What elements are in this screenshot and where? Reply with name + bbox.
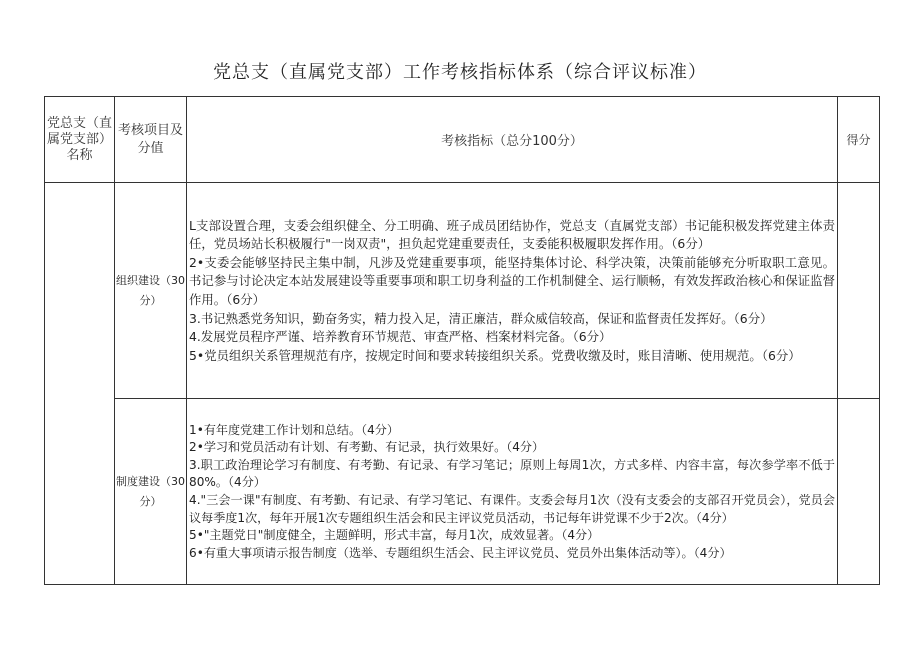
criterion-item: 4.发展党员程序严谨、培养教育环节规范、审查严格、档案材料完备。（6分） [189, 329, 612, 345]
table-row-system [45, 399, 880, 585]
header-score: 得分 [838, 97, 880, 183]
assessment-table [44, 96, 880, 585]
category-system: 制度建设（30分） [115, 399, 187, 585]
header-indicators: 考核指标（总分100分） [187, 97, 838, 183]
score-cell-organization[interactable] [838, 183, 880, 399]
criterion-item: 5•"主题党日"制度健全，主题鲜明，形式丰富，每月1次，成效显著。（4分） [189, 528, 600, 543]
criterion-item: 4."三会一课"有制度、有考勤、有记录、有学习笔记、有课件。支委会每月1次（没有支委会的支部召开党员会），党员会议每季度1次，每年开展1次专题组织生活会和民主评议党员活动，书记每年讲党课不少于2次。（4分） [189, 493, 835, 525]
branch-name-cell[interactable] [45, 183, 115, 585]
criterion-item: 5•党员组织关系管理规范有序，按规定时间和要求转接组织关系。党费收缴及时，账目清晰、使用规范。（6分） [189, 347, 801, 363]
criteria-organization [187, 183, 838, 399]
criteria-system [187, 399, 838, 585]
table-row-organization [45, 183, 880, 399]
header-assessment-item: 考核项目及分值 [115, 97, 187, 183]
criterion-item: 1•有年度党建工作计划和总结。（4分） [189, 422, 399, 437]
criterion-item: 6•有重大事项请示报告制度（选举、专题组织生活会、民主评议党员、党员外出集体活动等）。（4分） [189, 545, 732, 560]
criterion-item: 2•支委会能够坚持民主集中制，凡涉及党建重要事项，能坚持集体讨论、科学决策，决策前能够充分听取职工意见。书记参与讨论决定本站发展建设等重要事项和职工切身利益的工作机制健全、运行顺畅，有效发挥政治核心和保证监督作用。（6分） [189, 254, 835, 307]
category-organization: 组织建设（30分） [115, 183, 187, 399]
criterion-item: 2•学习和党员活动有计划、有考勤、有记录，执行效果好。（4分） [189, 440, 545, 455]
score-cell-system[interactable] [838, 399, 880, 585]
criterion-item: 3.书记熟悉党务知识，勤奋务实，精力投入足，清正廉洁，群众威信较高，保证和监督责任发挥好。（6分） [189, 310, 773, 326]
header-branch-name: 党总支（直属党支部）名称 [45, 97, 115, 183]
criterion-item: 3.职工政治理论学习有制度、有考勤、有记录、有学习笔记；原则上每周1次，方式多样、内容丰富，每次参学率不低于80%。（4分） [189, 457, 835, 490]
document-title: 党总支（直属党支部）工作考核指标体系（综合评议标准） [213, 62, 707, 83]
table-header-row [45, 97, 880, 183]
criterion-item: L支部设置合理，支委会组织健全、分工明确、班子成员团结协作，党总支（直属党支部）书记能积极发挥党建主体责任，党员场站长积极履行"一岗双责"，担负起党建重要责任，支委能积极履职发挥作用。（6分） [189, 217, 835, 252]
